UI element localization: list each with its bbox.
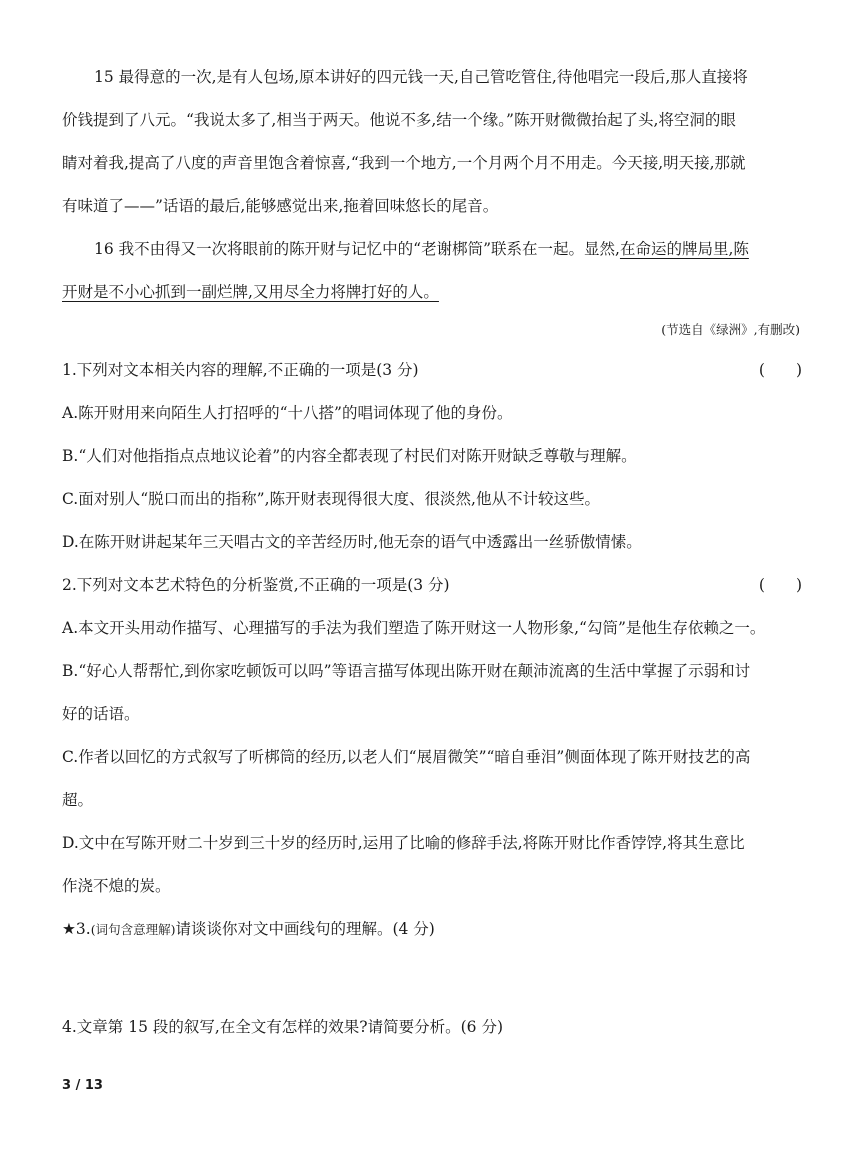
question-4: 4.文章第 15 段的叙写,在全文有怎样的效果?请简要分析。(6 分) [62,1018,503,1036]
question-3 [62,918,802,941]
source-citation: (节选自《绿洲》,有删改) [661,322,800,337]
question-2-option-d-line-2: 作浇不熄的炭。 [62,877,171,895]
question-1-option-d: D.在陈开财讲起某年三天唱古文的辛苦经历时,他无奈的语气中透露出一丝骄傲情愫。 [62,533,642,551]
underlined-sentence-part-2: 开财是不小心抓到一副烂牌,又用尽全力将牌打好的人。 [62,283,439,301]
question-1-stem: 1.下列对文本相关内容的理解,不正确的一项是(3 分) [62,361,419,379]
question-2-stem: 2.下列对文本艺术特色的分析鉴赏,不正确的一项是(3 分) [62,576,450,594]
question-3-text: 请谈谈你对文中画线句的理解。(4 分) [175,920,435,938]
question-2-option-c-line-1: C.作者以回忆的方式叙写了听梆筒的经历,以老人们“展眉微笑”“暗自垂泪”侧面体现了陈开财技艺的高 [62,748,751,766]
question-1-option-b: B.“人们对他指指点点地议论着”的内容全都表现了村民们对陈开财缺乏尊敬与理解。 [62,447,637,465]
page-number: 3 / 13 [62,1078,103,1093]
question-2-answer-bracket: ( ) [758,576,802,594]
paragraph-15-line-4: 有味道了——”话语的最后,能够感觉出来,拖着回味悠长的尾音。 [62,197,499,215]
question-2-option-a: A.本文开头用动作描写、心理描写的手法为我们塑造了陈开财这一人物形象,“勾筒”是他生存依赖之一。 [62,619,766,637]
paragraph-15-line-1: 15 最得意的一次,是有人包场,原本讲好的四元钱一天,自己管吃管住,待他唱完一段后,那人直接将 [94,68,748,86]
paragraph-15-line-3: 睛对着我,提高了八度的声音里饱含着惊喜,“我到一个地方,一个月两个月不用走。今天接,明天接,那就 [62,154,746,172]
star-icon-number: ★3. [62,920,91,938]
paragraph-15-line-2: 价钱提到了八元。“我说太多了,相当于两天。他说不多,结一个缘。”陈开财微微抬起了头,将空洞的眼 [62,111,736,129]
paragraph-16-text: 16 我不由得又一次将眼前的陈开财与记忆中的“老谢梆筒”联系在一起。显然, [94,240,620,258]
question-1-option-c: C.面对别人“脱口而出的指称”,陈开财表现得很大度、很淡然,他从不计较这些。 [62,490,600,508]
paragraph-16-line-1 [94,238,834,260]
question-1-option-a: A.陈开财用来向陌生人打招呼的“十八搭”的唱词体现了他的身份。 [62,404,513,422]
question-2-option-b-line-2: 好的话语。 [62,705,140,723]
question-2-option-c-line-2: 超。 [62,791,94,809]
question-2-option-b-line-1: B.“好心人帮帮忙,到你家吃顿饭可以吗”等语言描写体现出陈开财在颠沛流离的生活中掌握了示弱和讨 [62,662,751,680]
question-3-tag: (词句含意理解) [90,922,176,937]
paragraph-16-line-2 [62,281,802,303]
question-2-option-d-line-1: D.文中在写陈开财二十岁到三十岁的经历时,运用了比喻的修辞手法,将陈开财比作香饽饽,将其生意比 [62,834,745,852]
question-1-answer-bracket: ( ) [758,361,802,379]
underlined-sentence-part-1: 在命运的牌局里,陈 [619,240,749,258]
